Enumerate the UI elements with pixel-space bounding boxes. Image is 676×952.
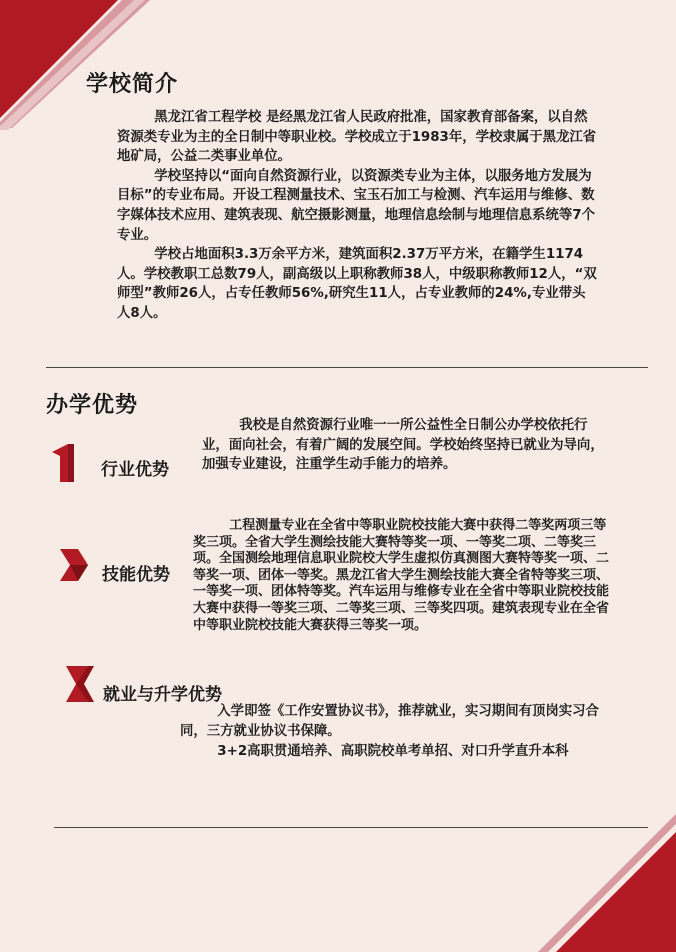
- industry-advantage-icon: [50, 442, 86, 484]
- section-divider-top: [46, 367, 648, 368]
- industry-advantage-text: 我校是自然资源行业唯一一所公益性全日制公办学校依托行业，面向社会，有着广阔的发展空间。学校始终坚持已就业为导向，加强专业建设，注重学生动手能力的培养。: [202, 418, 604, 473]
- employment-advantage-icon: [60, 662, 100, 706]
- bottom-right-corner-decoration: [526, 802, 676, 952]
- school-intro-paragraph: 黑龙江省工程学校 是经黑龙江省人民政府批准，国家教育部备案，以自然资源类专业为主的全日制中等职业校。学校成立于1983年，学校隶属于黑龙江省地矿局，公益二类事业单位。 学校坚持以“面向自然资源行业，以资源类专业为主体，以服务地方发展为目标”的专业布局。开设工程测量技术、宝玉石加工与检测、汽车运用与维修、数字媒体技术应用、建筑表现、航空摄影测量，地理信息绘制与地理信息系统等7个专业。 学校占地面积3.3万余平方米，建筑面积2.37万平方米，在籍学生1174人。学校教职工总数79人，副高级以上职称教师38人，中级职称教师12人，“双师型”教师26人，占专任教师56%,研究生11人，占专业教师的24%,专业带头人8人。: [117, 110, 597, 321]
- skill-advantage-icon: [56, 545, 96, 585]
- skill-advantage-text: 工程测量专业在全省中等职业院校技能大赛中获得二等奖两项三等奖三项。全省大学生测绘技能大赛特等奖一项、一等奖二项、二等奖三项。全国测绘地理信息职业院校大学生虚拟仿真测图大赛特等奖一项、二等奖一项、团体一等奖。黑龙江省大学生测绘技能大赛全省特等奖三项、一等奖一项、团体特等奖。汽车运用与维修专业在全省中等职业院校技能大赛中获得一等奖三项、二等奖三项、三等奖四项。建筑表现专业在全省中等职业院校技能大赛获得三等奖一项。: [193, 518, 610, 633]
- industry-advantage-title: 行业优势: [101, 460, 169, 480]
- employment-advantage-title: 就业与升学优势: [103, 685, 222, 705]
- skill-advantage-title: 技能优势: [102, 565, 170, 585]
- advantages-title: 办学优势: [46, 393, 139, 418]
- employment-advantage-text: 入学即签《工作安置协议书》，推荐就业，实习期间有顶岗实习合同，三方就业协议书保障。 3+2高职贯通培养、高职院校单考单招、对口升学直升本科: [180, 704, 599, 759]
- school-intro-title: 学校简介: [86, 72, 179, 97]
- section-divider-bottom: [54, 827, 648, 828]
